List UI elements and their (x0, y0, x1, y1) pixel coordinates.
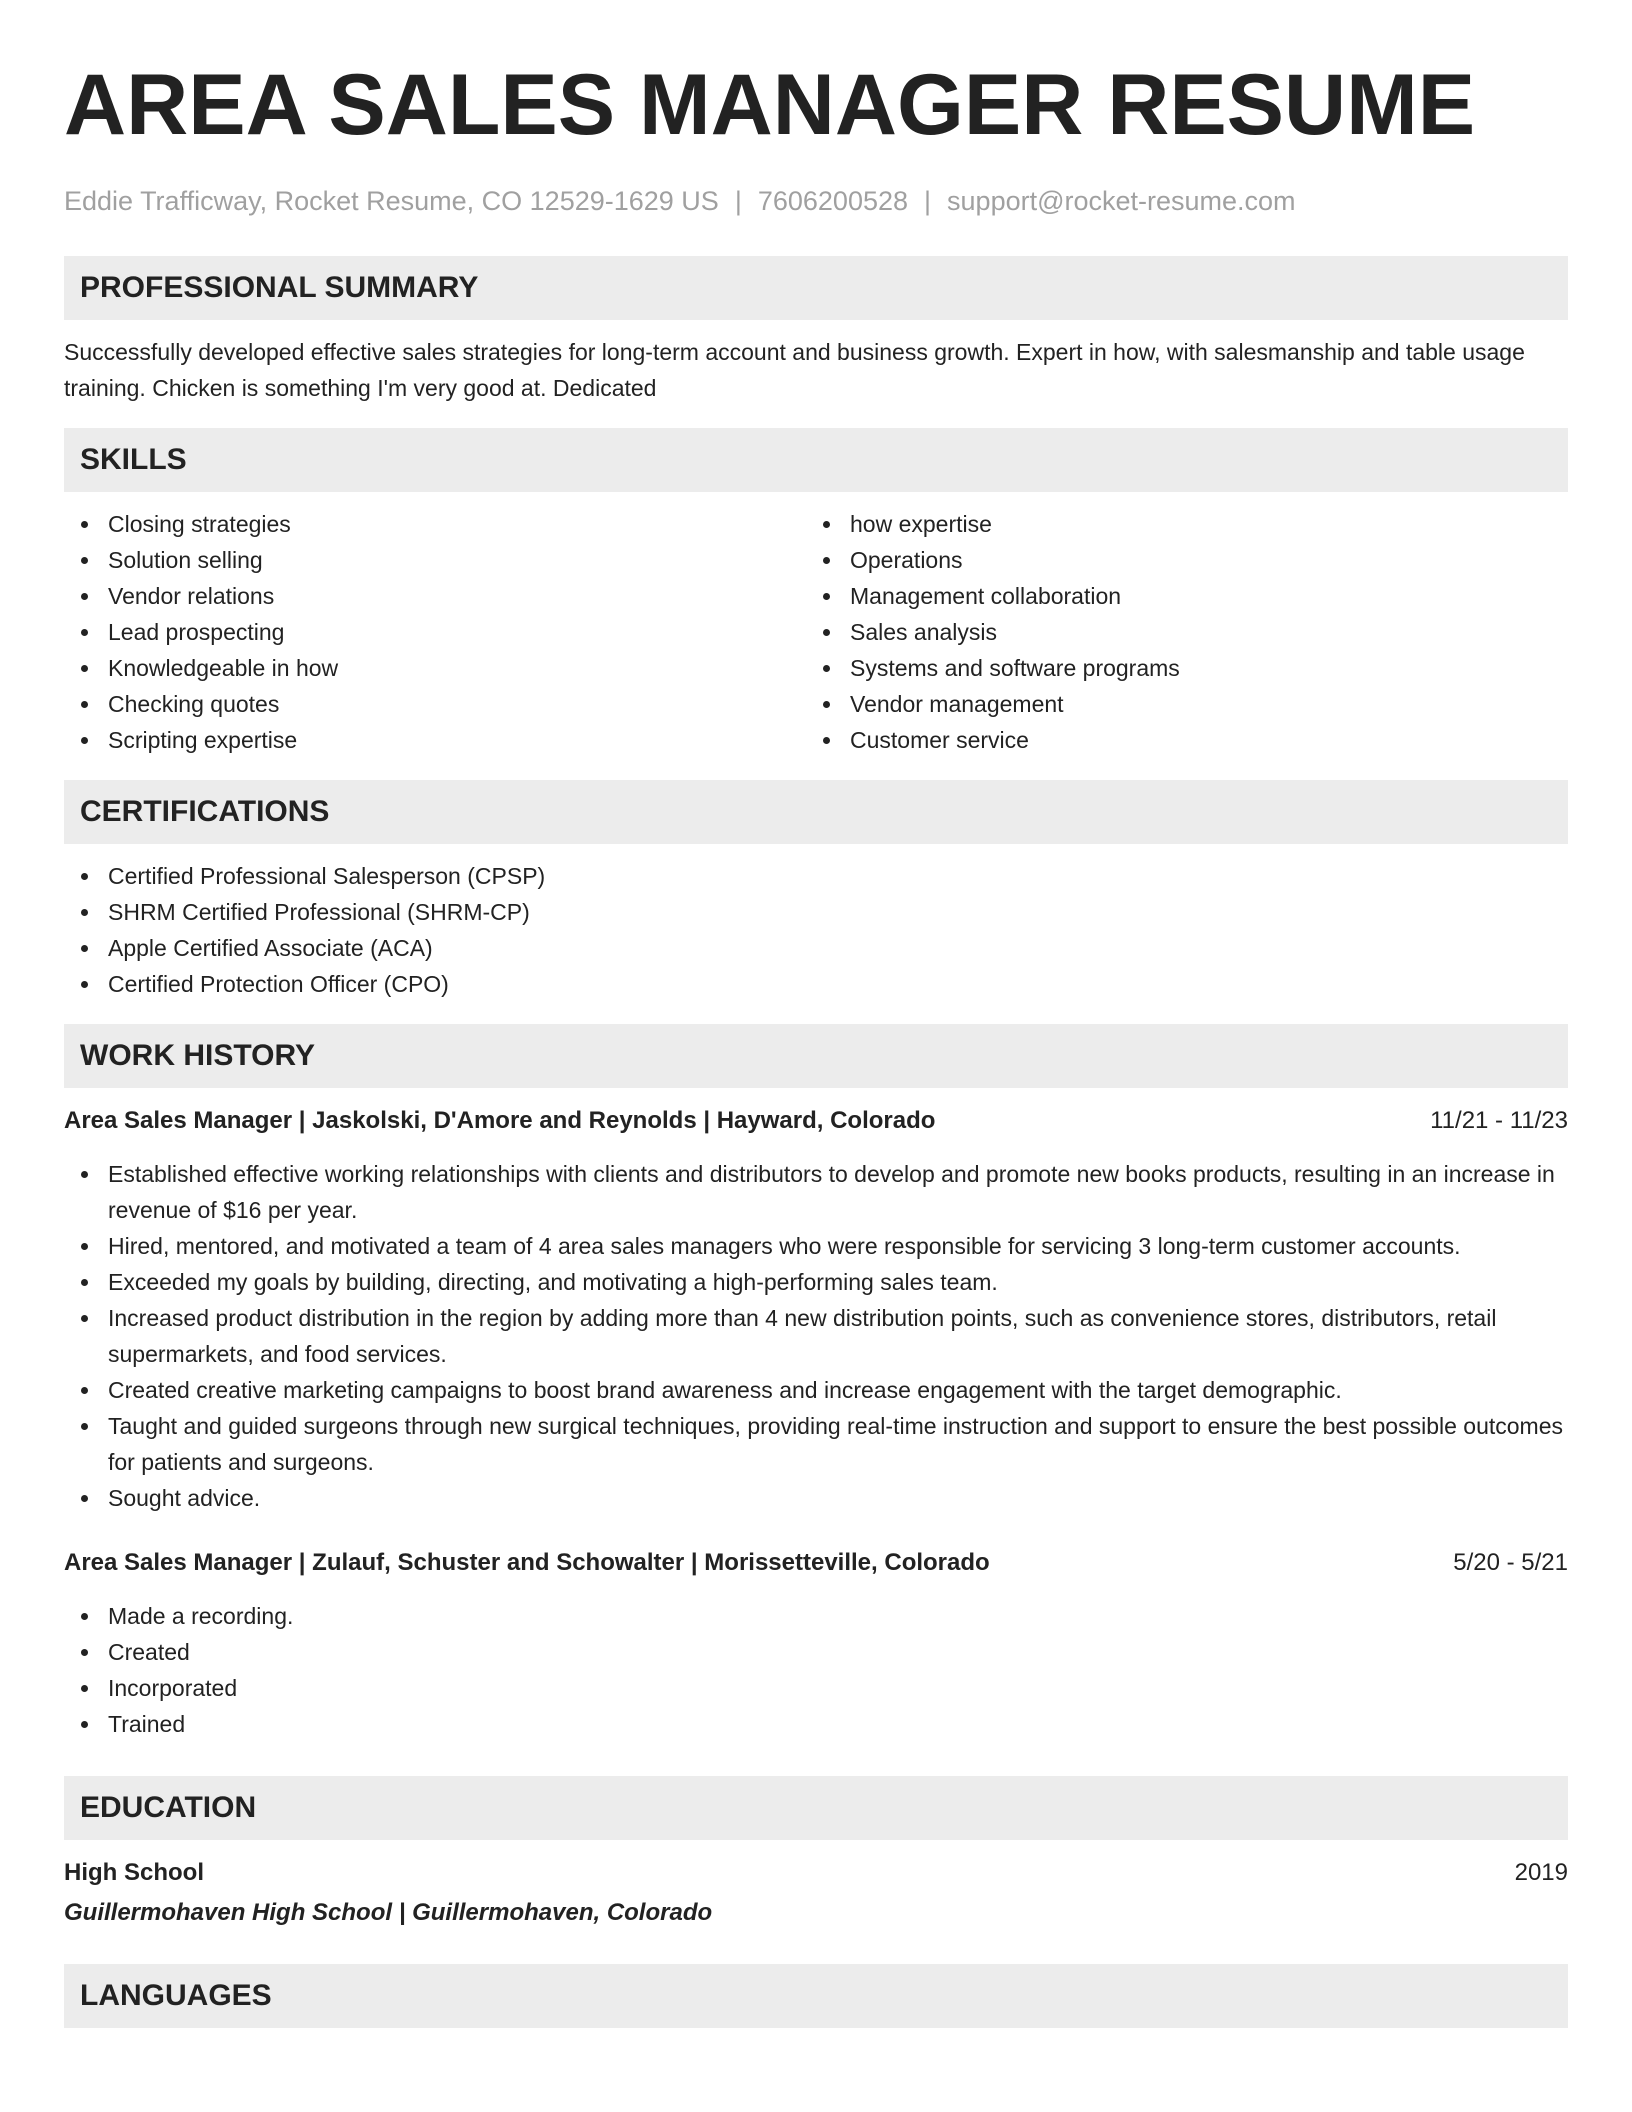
education-entry (64, 1856, 1568, 1930)
education-year: 2019 (1514, 1859, 1568, 1886)
list-item: Management collaboration (850, 578, 1568, 614)
list-item: Made a recording. (108, 1598, 1568, 1634)
list-item: how expertise (850, 506, 1568, 542)
job-bullets (64, 1156, 1568, 1516)
job-title: Area Sales Manager | Jaskolski, D'Amore and Reynolds | Hayward, Colorado (64, 1107, 936, 1134)
skills-list-left (64, 506, 806, 758)
list-item: Certified Professional Salesperson (CPSP) (108, 858, 1568, 894)
job-dates: 5/20 - 5/21 (1453, 1549, 1568, 1576)
list-item: Vendor management (850, 686, 1568, 722)
list-item: Scripting expertise (108, 722, 806, 758)
summary-heading: PROFESSIONAL SUMMARY (64, 256, 1568, 320)
list-item: Operations (850, 542, 1568, 578)
list-item: Created (108, 1634, 1568, 1670)
list-item: Sales analysis (850, 614, 1568, 650)
list-item: Established effective working relationships with clients and distributors to develop and promote new books products, resulting in an increase in revenue of $16 per year. (108, 1156, 1568, 1228)
list-item: SHRM Certified Professional (SHRM-CP) (108, 894, 1568, 930)
education-heading: EDUCATION (64, 1776, 1568, 1840)
list-item: Closing strategies (108, 506, 806, 542)
job-header (64, 1104, 1568, 1138)
skills-heading: SKILLS (64, 428, 1568, 492)
job-entry (64, 1104, 1568, 1516)
list-item: Checking quotes (108, 686, 806, 722)
contact-line (64, 184, 1568, 218)
list-item: Taught and guided surgeons through new surgical techniques, providing real-time instruction and support to ensure the best possible outcomes for patients and surgeons. (108, 1408, 1568, 1480)
job-entry (64, 1546, 1568, 1742)
certifications-list (64, 858, 1568, 1002)
job-dates: 11/21 - 11/23 (1430, 1107, 1568, 1134)
list-item: Sought advice. (108, 1480, 1568, 1516)
contact-email: support@rocket-resume.com (947, 186, 1296, 216)
list-item: Exceeded my goals by building, directing, and motivating a high-performing sales team. (108, 1264, 1568, 1300)
job-bullets (64, 1598, 1568, 1742)
work-history-heading: WORK HISTORY (64, 1024, 1568, 1088)
contact-phone: 7606200528 (757, 186, 909, 216)
education-school: Guillermohaven High School | Guillermohaven, Colorado (64, 1899, 713, 1926)
list-item: Increased product distribution in the region by adding more than 4 new distribution points, such as convenience stores, distributors, retail supermarkets, and food services. (108, 1300, 1568, 1372)
education-degree: High School (64, 1859, 204, 1886)
list-item: Apple Certified Associate (ACA) (108, 930, 1568, 966)
skills-grid (64, 506, 1568, 758)
list-item: Created creative marketing campaigns to boost brand awareness and increase engagement with the target demographic. (108, 1372, 1568, 1408)
languages-heading: LANGUAGES (64, 1964, 1568, 2028)
list-item: Certified Protection Officer (CPO) (108, 966, 1568, 1002)
job-title: Area Sales Manager | Zulauf, Schuster and Schowalter | Morissetteville, Colorado (64, 1549, 990, 1576)
job-header (64, 1546, 1568, 1580)
list-item: Hired, mentored, and motivated a team of 4 area sales managers who were responsible for servicing 3 long-term customer accounts. (108, 1228, 1568, 1264)
list-item: Incorporated (108, 1670, 1568, 1706)
contact-separator: | (924, 186, 932, 216)
list-item: Knowledgeable in how (108, 650, 806, 686)
summary-text: Successfully developed effective sales strategies for long-term account and business growth. Expert in how, with salesmanship and table usage training. Chicken is something I'm very good at. Dedicated (64, 339, 1525, 401)
list-item: Systems and software programs (850, 650, 1568, 686)
resume-title: AREA SALES MANAGER RESUME (64, 57, 1476, 153)
list-item: Solution selling (108, 542, 806, 578)
list-item: Customer service (850, 722, 1568, 758)
skills-list-right (806, 506, 1568, 758)
list-item: Vendor relations (108, 578, 806, 614)
list-item: Lead prospecting (108, 614, 806, 650)
contact-separator: | (734, 186, 742, 216)
certifications-heading: CERTIFICATIONS (64, 780, 1568, 844)
list-item: Trained (108, 1706, 1568, 1742)
education-header (64, 1856, 1568, 1890)
contact-address: Eddie Trafficway, Rocket Resume, CO 12529-1629 US (64, 186, 719, 216)
